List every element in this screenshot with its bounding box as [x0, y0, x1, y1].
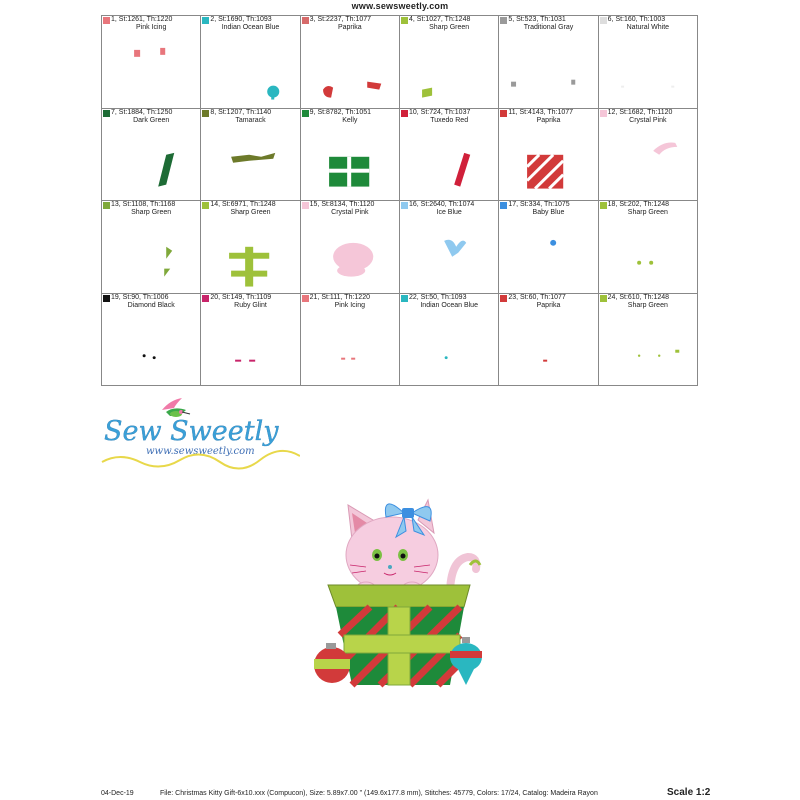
- color-swatch: [401, 295, 408, 302]
- stitch-preview: [599, 32, 697, 108]
- color-block-label: 1, St:1261, Th:1220: [111, 16, 173, 23]
- logo-brand-text: Sew Sweetly: [104, 416, 279, 447]
- footer-file-info: File: Christmas Kitty Gift-6x10.xxx (Compucon), Size: 5.89x7.00 " (149.6x177.8 mm), Stitches: 45779, Colors: 17/24, Catalog: Madeira Rayon: [160, 790, 598, 797]
- stitch-preview: [301, 32, 399, 108]
- color-block-label: 7, St:1884, Th:1250: [111, 108, 173, 116]
- logo-url-text: www.sewsweetly.com: [146, 446, 255, 457]
- color-block-cell: [102, 294, 201, 387]
- color-block-cell: [201, 201, 300, 294]
- stitch-preview: [201, 310, 299, 386]
- color-block-label: 23, St:60, Th:1077: [508, 293, 566, 301]
- stitch-preview: [301, 125, 399, 201]
- thread-color-name: Tuxedo Red: [430, 116, 469, 124]
- thread-color-name: Baby Blue: [532, 209, 565, 216]
- thread-color-name: Sharp Green: [627, 209, 668, 216]
- thread-color-name: Dark Green: [133, 116, 170, 124]
- color-swatch: [600, 202, 607, 209]
- thread-color-name: Ruby Glint: [234, 301, 267, 309]
- stitch-preview: [599, 310, 697, 386]
- color-swatch: [302, 17, 309, 24]
- color-swatch: [202, 17, 209, 24]
- color-swatch: [302, 202, 309, 209]
- thread-color-name: Sharp Green: [429, 24, 470, 31]
- christmas-kitty-gift-design: [300, 485, 500, 695]
- color-swatch: [401, 202, 408, 209]
- stitch-preview: [499, 217, 597, 293]
- thread-color-name: Ice Blue: [436, 209, 462, 216]
- color-swatch: [500, 110, 507, 117]
- color-block-cell: [301, 109, 400, 202]
- color-swatch: [401, 17, 408, 24]
- color-block-label: 16, St:2640, Th:1074: [409, 201, 475, 208]
- color-block-label: 2, St:1690, Th:1093: [210, 16, 272, 23]
- stitch-preview: [102, 125, 200, 201]
- stitch-preview: [301, 310, 399, 386]
- color-block-cell: [599, 201, 698, 294]
- thread-color-name: Pink Icing: [334, 301, 365, 309]
- color-block-label: 12, St:1682, Th:1120: [607, 108, 673, 116]
- color-block-label: 6, St:160, Th:1003: [607, 16, 666, 23]
- color-block-label: 4, St:1027, Th:1248: [409, 16, 471, 23]
- stitch-preview: [400, 125, 498, 201]
- color-block-cell: [499, 201, 598, 294]
- color-block-grid: [101, 15, 698, 386]
- color-swatch: [600, 17, 607, 24]
- footer-date: 04-Dec-19: [101, 790, 134, 797]
- stitch-preview: [102, 310, 200, 386]
- thread-color-name: Crystal Pink: [629, 116, 667, 124]
- stitch-preview: [400, 310, 498, 386]
- thread-color-name: Paprika: [337, 24, 362, 31]
- color-block-cell: [599, 294, 698, 387]
- color-block-cell: [301, 16, 400, 109]
- color-block-cell: [201, 109, 300, 202]
- color-block-cell: [102, 16, 201, 109]
- stitch-preview: [400, 32, 498, 108]
- stitch-preview: [499, 125, 597, 201]
- thread-color-name: Sharp Green: [230, 209, 271, 216]
- thread-color-name: Pink Icing: [135, 24, 167, 31]
- color-block-cell: [499, 109, 598, 202]
- color-block-cell: [599, 16, 698, 109]
- footer-scale: Scale 1:2: [667, 787, 711, 798]
- thread-color-name: Paprika: [536, 116, 561, 124]
- color-block-label: 19, St:90, Th:1006: [111, 293, 169, 301]
- thread-color-name: Sharp Green: [131, 209, 172, 216]
- color-block-label: 10, St:724, Th:1037: [409, 108, 471, 116]
- color-swatch: [103, 17, 110, 24]
- color-block-cell: [499, 16, 598, 109]
- color-swatch: [500, 295, 507, 302]
- color-block-label: 3, St:2237, Th:1077: [309, 16, 372, 23]
- color-block-label: 5, St:523, Th:1031: [508, 16, 566, 23]
- thread-color-name: Kelly: [342, 116, 358, 124]
- color-swatch: [600, 295, 607, 302]
- color-swatch: [202, 202, 209, 209]
- color-block-label: 17, St:334, Th:1075: [508, 201, 570, 208]
- color-swatch: [302, 295, 309, 302]
- color-swatch: [500, 202, 507, 209]
- color-block-label: 9, St:8782, Th:1051: [309, 108, 372, 116]
- sew-sweetly-logo: [100, 390, 300, 470]
- color-block-label: 13, St:1108, Th:1168: [111, 201, 176, 208]
- color-block-label: 20, St:149, Th:1109: [210, 293, 272, 301]
- color-swatch: [103, 110, 110, 117]
- stitch-preview: [102, 217, 200, 293]
- color-swatch: [202, 110, 209, 117]
- thread-color-name: Diamond Black: [127, 301, 175, 309]
- color-block-cell: [301, 294, 400, 387]
- thread-color-name: Indian Ocean Blue: [420, 301, 478, 309]
- color-block-label: 21, St:111, Th:1220: [309, 293, 370, 301]
- color-block-cell: [201, 16, 300, 109]
- color-block-cell: [201, 294, 300, 387]
- thread-color-name: Crystal Pink: [331, 209, 369, 216]
- color-swatch: [401, 110, 408, 117]
- site-url: www.sewsweetly.com: [351, 1, 449, 11]
- stitch-preview: [201, 32, 299, 108]
- color-swatch: [500, 17, 507, 24]
- color-block-cell: [400, 294, 499, 387]
- color-block-label: 18, St:202, Th:1248: [607, 201, 670, 208]
- color-block-cell: [400, 16, 499, 109]
- thread-color-name: Sharp Green: [627, 301, 668, 309]
- color-block-cell: [102, 109, 201, 202]
- color-swatch: [103, 295, 110, 302]
- stitch-preview: [201, 217, 299, 293]
- color-block-cell: [400, 109, 499, 202]
- color-swatch: [600, 110, 607, 117]
- stitch-preview: [301, 217, 399, 293]
- color-block-cell: [102, 201, 201, 294]
- thread-color-name: Traditional Gray: [523, 24, 574, 31]
- color-block-label: 22, St:50, Th:1093: [409, 293, 467, 301]
- stitch-preview: [499, 310, 597, 386]
- color-block-label: 24, St:610, Th:1248: [607, 293, 670, 301]
- hummingbird-icon: [162, 398, 190, 417]
- color-block-cell: [499, 294, 598, 387]
- stitch-preview: [599, 125, 697, 201]
- thread-color-name: Natural White: [626, 24, 670, 31]
- color-block-cell: [400, 201, 499, 294]
- stitch-preview: [499, 32, 597, 108]
- color-block-label: 11, St:4143, Th:1077: [508, 108, 574, 116]
- stitch-preview: [102, 32, 200, 108]
- color-block-label: 14, St:6971, Th:1248: [210, 201, 276, 208]
- color-block-cell: [599, 109, 698, 202]
- color-swatch: [202, 295, 209, 302]
- color-block-label: 8, St:1207, Th:1140: [210, 108, 272, 116]
- thread-color-name: Indian Ocean Blue: [221, 24, 280, 31]
- stitch-preview: [201, 125, 299, 201]
- stitch-preview: [599, 217, 697, 293]
- color-block-label: 15, St:8134, Th:1120: [309, 201, 375, 208]
- stitch-preview: [400, 217, 498, 293]
- thread-color-name: Paprika: [536, 301, 561, 309]
- color-block-cell: [301, 201, 400, 294]
- thread-color-name: Tamarack: [235, 116, 266, 124]
- color-swatch: [302, 110, 309, 117]
- color-swatch: [103, 202, 110, 209]
